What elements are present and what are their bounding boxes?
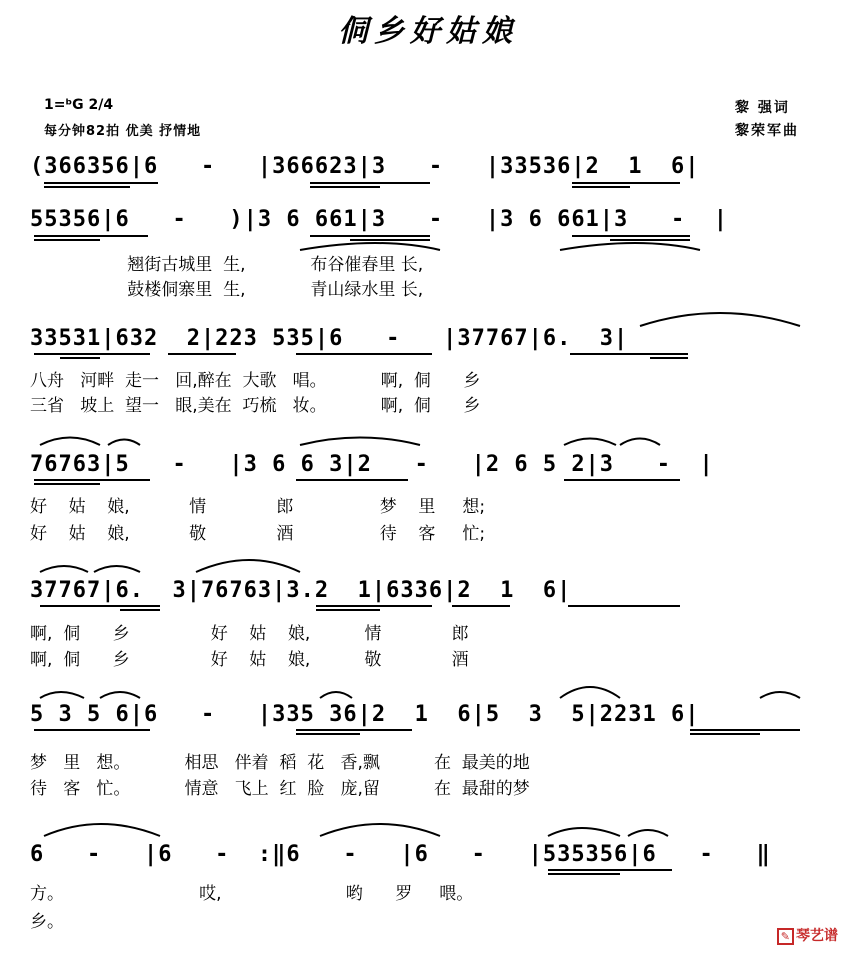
lyric-row-2-verse-2: 鼓楼侗寨里 生, 青山绿水里 长, xyxy=(30,280,424,300)
lyricist-credit: 黎 强词 xyxy=(735,100,790,116)
lyric-row-6-verse-2: 待 客 忙。 情意 飞上 红 脸 庞,留 在 最甜的梦 xyxy=(30,779,530,799)
notation-row-3: 33531|632 2|223 535|6 - |37767|6. 3| xyxy=(30,326,629,351)
lyric-row-3-verse-1: 八舟 河畔 走一 回,醉在 大歌 唱。 啊, 侗 乡 xyxy=(30,371,481,391)
lyric-row-7-verse-2: 乡。 xyxy=(30,912,64,932)
lyric-row-6-verse-1: 梦 里 想。 相思 伴着 稻 花 香,飘 在 最美的地 xyxy=(30,753,530,773)
lyric-row-7-verse-1: 方。 哎, 哟 罗 喂。 xyxy=(30,884,474,904)
composer-credit: 黎荣军曲 xyxy=(735,123,799,139)
notation-row-2: 55356|6 - )|3 6 661|3 - |3 6 661|3 - | xyxy=(30,207,729,232)
song-title: 侗乡好姑娘 xyxy=(338,14,518,49)
lyric-row-2-verse-1: 翘街古城里 生, 布谷催春里 长, xyxy=(30,255,424,275)
notation-row-6: 5 3 5 6|6 - |335 36|2 1 6|5 3 5|2231 6| xyxy=(30,702,700,727)
key-signature: 1=ᵇG 2/4 xyxy=(44,97,114,113)
lyric-row-5-verse-2: 啊, 侗 乡 好 姑 娘, 敬 酒 xyxy=(30,650,469,670)
watermark-text: 琴艺谱 xyxy=(796,928,838,944)
lyric-row-5-verse-1: 啊, 侗 乡 好 姑 娘, 情 郎 xyxy=(30,624,469,644)
watermark-logo xyxy=(777,925,838,945)
logo-icon: ✎ xyxy=(777,928,794,945)
notation-row-1: (366356|6 - |366623|3 - |33536|2 1 6| xyxy=(30,154,700,179)
lyric-row-3-verse-2: 三省 坡上 望一 眼,美在 巧梳 妆。 啊, 侗 乡 xyxy=(30,396,481,416)
lyric-row-4-verse-2: 好 姑 娘, 敬 酒 待 客 忙; xyxy=(30,524,486,544)
lyric-row-4-verse-1: 好 姑 娘, 情 郎 梦 里 想; xyxy=(30,497,486,517)
tempo-marking: 每分钟82拍 优美 抒情地 xyxy=(44,124,202,139)
notation-row-4: 76763|5 - |3 6 6 3|2 - |2 6 5 2|3 - | xyxy=(30,452,714,477)
notation-row-5: 37767|6. 3|76763|3.2 1|6336|2 1 6| xyxy=(30,578,572,603)
notation-row-7: 6 - |6 - :‖6 - |6 - |535356|6 - ‖ xyxy=(30,842,771,867)
